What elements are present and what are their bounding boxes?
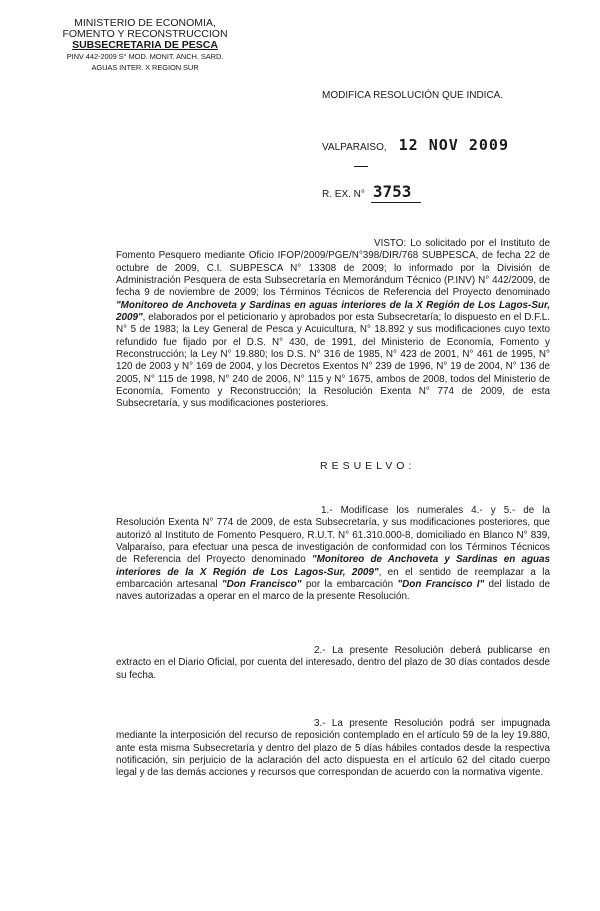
document-subject: MODIFICA RESOLUCIÓN QUE INDICA. <box>322 90 504 101</box>
vessel-name: "Don Francisco" <box>221 579 302 591</box>
visto-lead: VISTO: <box>374 238 407 249</box>
rex-number: 3753 <box>371 182 422 203</box>
resuelvo-heading: RESUELVO: <box>320 460 416 472</box>
project-name: "Monitoreo de Anchoveta y Sardinas en aguas interiores de la X Región de Los Lagos-Sur, 2009" <box>116 299 550 324</box>
date-stamp: 12 NOV 2009 <box>398 136 509 154</box>
ministry-name: MINISTERIO DE ECONOMIA, <box>74 17 216 29</box>
vessel-name: "Don Francisco I" <box>397 579 485 591</box>
item-number: 2.- <box>314 645 326 656</box>
divider-dash <box>354 166 368 167</box>
ministry-name-2: FOMENTO Y RECONSTRUCCION <box>62 28 228 40</box>
item-2: 2.- La presente Resolución deberá publicarse en extracto en el Diario Oficial, por cuenta del interesado, dentro del plazo de 30 días contados desde su fecha. <box>116 645 550 681</box>
rex-label: R. EX. N° <box>322 189 365 200</box>
item-number: 3.- <box>314 718 326 729</box>
visto-paragraph: VISTO: Lo solicitado por el Instituto de Fomento Pesquero mediante Oficio IFOP/2009/PGE/N°398/DIR/768 SUBPESCA, de fecha 22 de octubre de 2009, C.I. SUBPESCA N° 13308 de 2009; lo informado por la División de Administración Pesquera de esta Subsecretaría en Memorándum Técnico (P.INV) N° 442/2009, de fecha 9 de noviembre de 2009; los Términos Técnicos de Referencia del Proyecto denominado "Monitoreo de Anchoveta y Sardinas en aguas interiores de la X Región de Los Lagos-Sur, 2009", elaborados por el peticionario y aprobados por esta Subsecretaría; lo dispuesto en el D.F.L. N° 5 de 1983; la Ley General de Pesca y Acuicultura, N° 18.892 y sus modificaciones cuyo texto refundido fue fijado por el D.S. N° 430, de 1991, del Ministerio de Economía, Fomento y Reconstrucción; la Ley N° 19.880; los D.S. N° 316 de 1985, N° 423 de 2001, N° 461 de 1995, N° 120 de 2003 y N° 169 de 2004, y los Decretos Exentos N° 239 de 1996, N° 19 de 2004, N° 136 de 2005, N° 115 de 1998, N° 240 de 2006, N° 115 y N° 1675, ambos de 2008, todos del Ministerio de Economía, Fomento y Reconstrucción; la Resolución Exenta N° 774 de 2009, de esta Subsecretaría, y sus modificaciones posteriores. <box>116 238 550 410</box>
resolution-number <box>322 182 421 203</box>
place: VALPARAISO, <box>322 142 387 153</box>
reference-region: AGUAS INTER. X REGION SUR <box>91 63 199 72</box>
letterhead <box>56 18 234 73</box>
item-number: 1.- <box>321 505 333 516</box>
place-date <box>322 136 509 154</box>
item-3: 3.- La presente Resolución podrá ser impugnada mediante la interposición del recurso de reposición contemplado en el artículo 59 de la ley 19.880, ante esta misma Subsecretaría y dentro del plazo de 5 días hábiles contados desde la respectiva notificación, sin perjuicio de la aclaración del acto dispuesta en el artículo 62 del citado cuerpo legal y de las demás acciones y recursos que correspondan de acuerdo con la normativa vigente. <box>116 718 550 779</box>
reference-code: PINV 442-2009 S° MOD. MONIT. ANCH. SARD. <box>66 52 224 61</box>
item-1: 1.- Modifícase los numerales 4.- y 5.- de la Resolución Exenta N° 774 de 2009, de esta Subsecretaría, y sus modificaciones posteriores, que autorizó al Instituto de Fomento Pesquero, R.U.T. N° 61.310.000-8, domiciliado en Blanco N° 839, Valparaíso, para efectuar una pesca de investigación de conformidad con los Términos Técnicos de Referencia del Proyecto denominado "Monitoreo de Anchoveta y Sardinas en aguas interiores de la X Región de Los Lagos-Sur, 2009", en el sentido de reemplazar a la embarcación artesanal "Don Francisco" por la embarcación "Don Francisco I" del listado de naves autorizadas a operar en el marco de la presente Resolución. <box>116 505 550 603</box>
project-name: "Monitoreo de Anchoveta y Sardinas en aguas interiores de la X Región de Los Lagos-Sur, 2009" <box>116 554 550 578</box>
undersecretariat-name: SUBSECRETARIA DE PESCA <box>72 39 218 51</box>
